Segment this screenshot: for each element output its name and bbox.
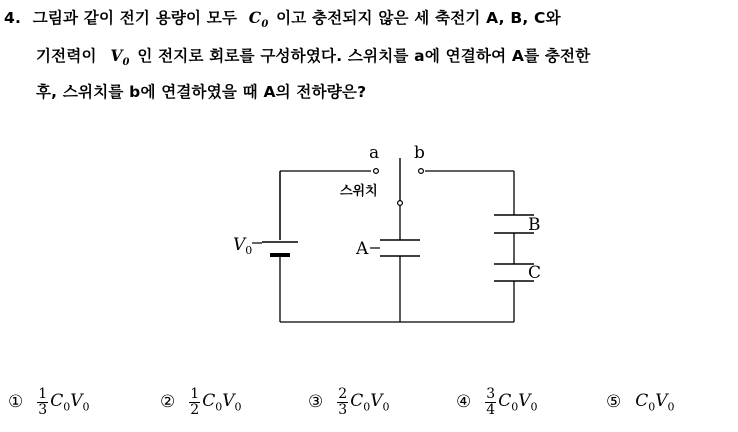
capacitance-symbol: $C_0$ xyxy=(248,8,269,31)
question-text-2a: 기전력이 xyxy=(36,47,97,65)
terminal-a-label: a xyxy=(369,143,380,163)
fraction: $\frac{2}{3}$ xyxy=(338,385,348,418)
choice-expression: $C_0V_0$ xyxy=(498,390,538,414)
question-text-1b: 이고 충전되지 않은 세 축전기 A, B, C와 xyxy=(276,9,561,27)
capacitor-b-label: B xyxy=(528,215,541,235)
question-line-3: 후, 스위치를 b에 연결하였을 때 A의 전하량은? xyxy=(36,83,367,101)
choice-number: ① xyxy=(8,392,24,412)
choice-3[interactable] xyxy=(308,380,390,424)
choice-expression: $C_0V_0$ xyxy=(202,390,242,414)
question-text-2b: 인 전지로 회로를 구성하였다. 스위치를 a에 연결하여 A를 충전한 xyxy=(137,47,591,65)
fraction: $\frac{3}{4}$ xyxy=(486,385,496,418)
choice-number: ③ xyxy=(308,392,324,412)
choice-expression: $C_0V_0$ xyxy=(50,390,90,414)
fraction: $\frac{1}{2}$ xyxy=(190,385,200,418)
capacitor-c-label: C xyxy=(528,263,542,283)
choice-number: ② xyxy=(160,392,176,412)
choice-4[interactable] xyxy=(456,380,538,424)
switch-terminal-b xyxy=(419,169,424,174)
choice-expression: $C_0V_0$ xyxy=(350,390,390,414)
capacitor-a-label: A xyxy=(356,239,369,259)
battery-label: $V_0$ xyxy=(233,235,253,257)
circuit-wires xyxy=(280,171,514,322)
choice-2[interactable] xyxy=(160,380,242,424)
choice-expression: $C_0V_0$ xyxy=(635,390,675,414)
switch-terminal-a xyxy=(374,169,379,174)
fraction: $\frac{1}{3}$ xyxy=(38,385,48,418)
choice-1[interactable] xyxy=(8,380,90,424)
switch-label: 스위치 xyxy=(340,184,378,199)
choice-number: ④ xyxy=(456,392,472,412)
question-number: 4. xyxy=(4,9,22,27)
question-text-1a: 그림과 같이 전기 용량이 모두 xyxy=(32,9,238,27)
terminal-b-label: b xyxy=(414,143,425,163)
choice-number: ⑤ xyxy=(606,392,622,412)
emf-symbol: $V_0$ xyxy=(110,46,130,69)
choice-5[interactable] xyxy=(606,380,675,424)
switch-pivot xyxy=(398,201,403,206)
